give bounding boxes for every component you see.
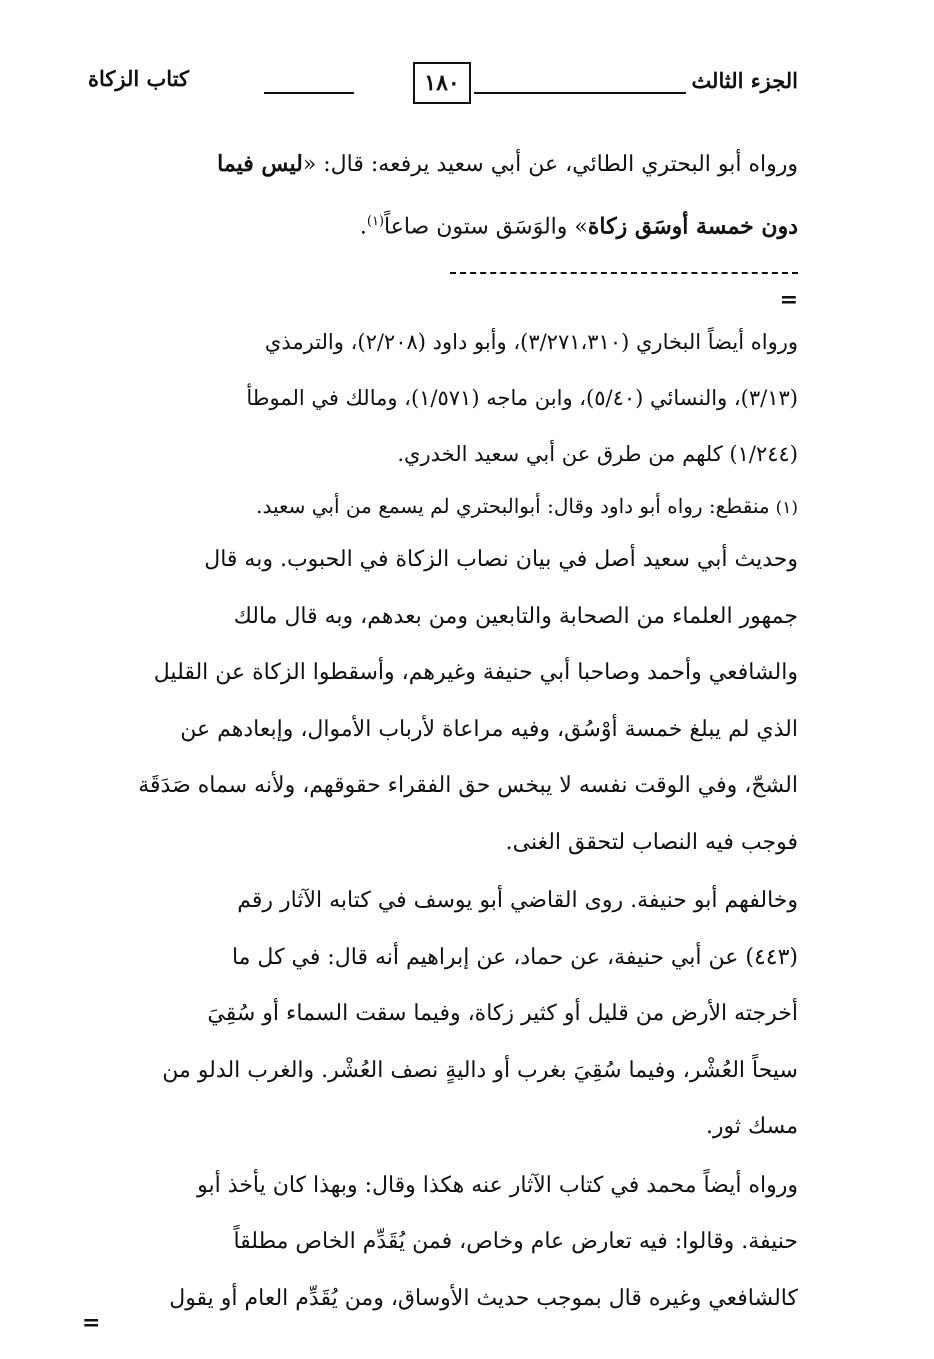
main-text <box>82 532 798 1327</box>
footnote-number: (١) <box>775 498 798 518</box>
text-line: الذي لم يبلغ خمسة أوْسُق، وفيه مراعاة لأرباب الأموال، وإبعادهم عن <box>180 716 798 742</box>
continuation-mark-top: = <box>779 287 798 313</box>
quote-bold-text: ليس فيما <box>217 151 303 177</box>
quote-line-2 <box>82 193 798 255</box>
text-line: (٤٤٣) عن أبي حنيفة، عن حماد، عن إبراهيم أنه قال: في كل ما <box>231 944 798 970</box>
text-line: الشحّ، وفي الوقت نفسه لا يبخس حق الفقراء حقوقهم، ولأنه سماه صَدَقَة <box>138 773 798 798</box>
paragraph <box>82 1158 798 1328</box>
text-line: وخالفهم أبو حنيفة. روى القاضي أبو يوسف في كتابه الآثار رقم <box>237 888 798 913</box>
quote-end: . <box>359 214 367 240</box>
text-line: ورواه أيضاً محمد في كتاب الآثار عنه هكذا وقال: وبهذا كان يأخذ أبو <box>197 1172 798 1198</box>
transmission-line: (١/٢٤٤) كلهم من طرق عن أبي سعيد الخدري. <box>397 442 798 466</box>
footnote <box>82 486 798 528</box>
text-line: جمهور العلماء من الصحابة والتابعين ومن بعدهم، وبه قال مالك <box>233 603 798 629</box>
page-number: ١٨٠ <box>413 62 471 104</box>
text-line: فوجب فيه النصاب لتحقق الغنى. <box>505 829 798 855</box>
text-line: سيحاً العُشْر، وفيما سُقِيَ بغرب أو داليةٍ نصف العُشْر. والغرب الدلو من <box>162 1057 798 1083</box>
quote-text-2: » والوَسَق ستون صاعاً <box>384 214 588 240</box>
paragraph <box>82 532 798 871</box>
footnote-text: منقطع: رواه أبو داود وقال: أبوالبحتري لم يسمع من أبي سعيد. <box>256 494 770 518</box>
text-line: كالشافعي وغيره قال بموجب حديث الأوساق، ومن يُقَدِّم العام أو يقول <box>169 1285 798 1311</box>
quote-line-1 <box>82 136 798 193</box>
text-line: والشافعي وأحمد وصاحبا أبي حنيفة وغيرهم، وأسقطوا الزكاة عن القليل <box>153 660 798 685</box>
book-title: كتاب الزكاة <box>88 66 190 91</box>
header-rule-right <box>474 92 686 94</box>
transmission-line: (٣/١٣)، والنسائي (٥/٤٠)، وابن ماجه (١/٥٧١)، ومالك في الموطأ <box>246 386 798 410</box>
text-line: حنيفة. وقالوا: فيه تعارض عام وخاص، فمن يُقَدِّم الخاص مطلقاً <box>233 1229 798 1254</box>
continuation-mark-bottom: = <box>82 1310 101 1336</box>
quote-bold-text-2: دون خمسة أوسَق زكاة <box>587 213 798 240</box>
hadith-quote <box>82 136 798 255</box>
text-line: أخرجته الأرض من قليل أو كثير زكاة، وفيما سقت السماء أو سُقِيَ <box>207 1001 798 1026</box>
quote-text: ورواه أبو البحتري الطائي، عن أبي سعيد يرفعه: قال: « <box>302 152 798 177</box>
page-header <box>82 62 798 116</box>
part-title: الجزء الثالث <box>691 68 798 93</box>
text-line: وحديث أبي سعيد أصل في بيان نصاب الزكاة في الحبوب. وبه قال <box>204 547 798 572</box>
footnote-reference: (١) <box>366 214 385 229</box>
footnote-separator <box>450 272 798 274</box>
transmission-note <box>82 314 798 482</box>
text-line: مسك ثور. <box>705 1114 798 1139</box>
transmission-line: ورواه أيضاً البخاري (٣/٢٧١،٣١٠)، وأبو داود (٢/٢٠٨)، والترمذي <box>264 330 798 354</box>
header-rule-left <box>264 92 354 94</box>
paragraph <box>82 873 798 1156</box>
